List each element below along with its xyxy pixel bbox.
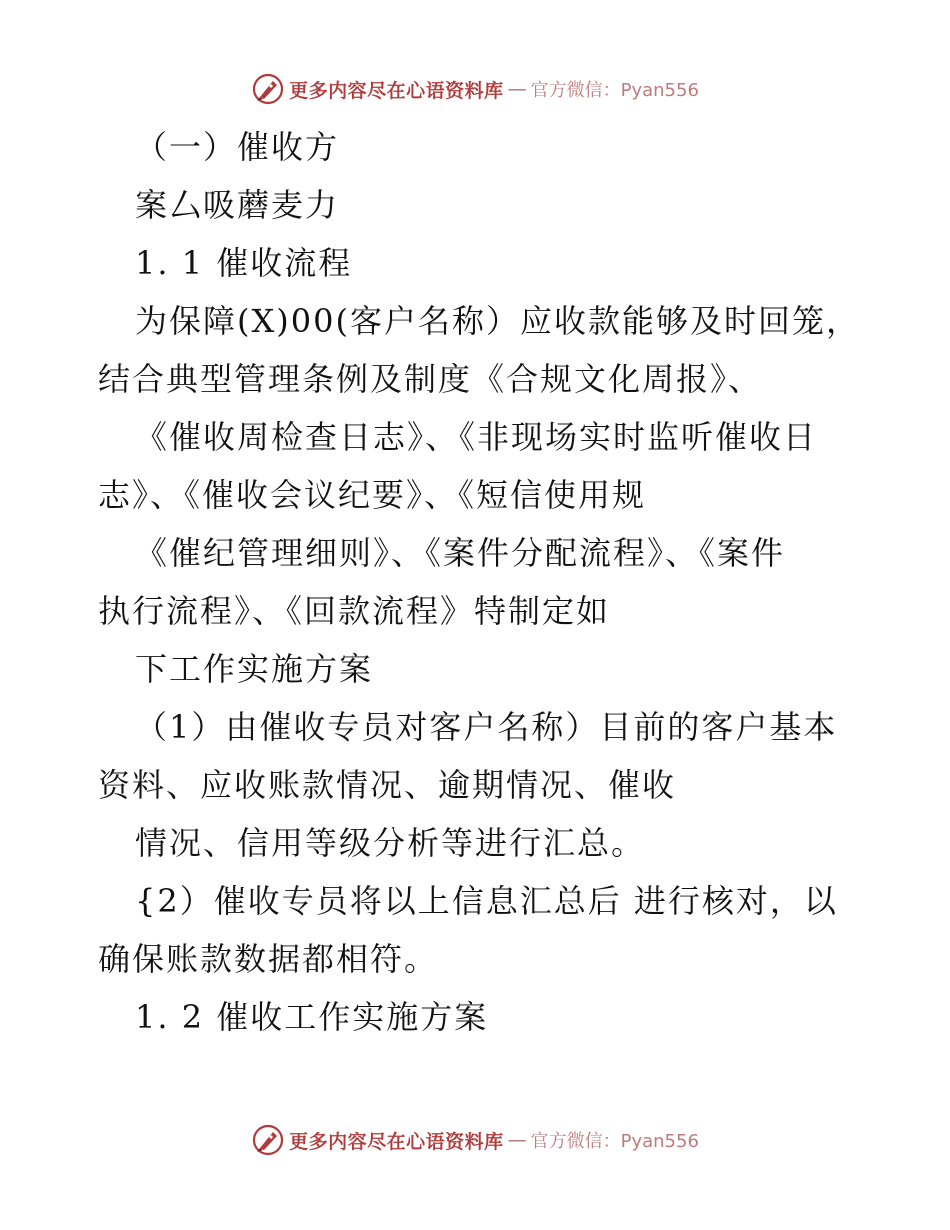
watermark-main-text: 更多内容尽在心语资料库 [289, 1130, 504, 1153]
text-line: {2）催收专员将以上信息汇总后 进行核对，以 [135, 882, 838, 920]
text-line: 确保账款数据都相符。 [98, 940, 439, 978]
footer-watermark [0, 1123, 950, 1161]
text-line: 情况、信用等级分析等进行汇总。 [135, 824, 646, 862]
watermark-dash: — [507, 1129, 527, 1151]
watermark-wechat-text: 官方微信：Pyan556 [530, 1131, 699, 1152]
text-line: 下工作实施方案 [135, 650, 374, 688]
text-line: 《催纪管理细则》、《案件分配流程》、《案件 [135, 534, 786, 572]
text-line: 《催收周检查日志》、《非现场实时监听催收日 [135, 418, 818, 456]
text-line: 结合典型管理条例及制度《合规文化周报》、 [98, 360, 763, 398]
pen-nib-logo-icon [251, 72, 285, 106]
text-line: 1. 2 催收工作实施方案 [135, 998, 489, 1036]
text-line: 为保障(X)00(客户名称）应收款能够及时回笼， [135, 302, 860, 340]
text-line: 1. 1 催收流程 [135, 244, 353, 282]
watermark-main-text: 更多内容尽在心语资料库 [289, 79, 504, 102]
text-line: 资料、应收账款情况、逾期情况、催收 [98, 766, 677, 804]
text-line: 志》、《催收会议纪要》、《短信使用规 [98, 476, 647, 514]
pen-nib-logo-icon [251, 1123, 285, 1157]
text-line: 案厶吸蘑麦力 [135, 186, 340, 224]
header-watermark [0, 72, 950, 110]
document-body [98, 118, 858, 1046]
watermark-wechat-text: 官方微信：Pyan556 [530, 80, 699, 101]
watermark-dash: — [507, 78, 527, 100]
text-line: （1）由催收专员对客户名称）目前的客户基本 [135, 708, 838, 746]
text-line: （一）催收方 [135, 128, 340, 166]
text-line: 执行流程》、《回款流程》特制定如 [98, 592, 611, 630]
